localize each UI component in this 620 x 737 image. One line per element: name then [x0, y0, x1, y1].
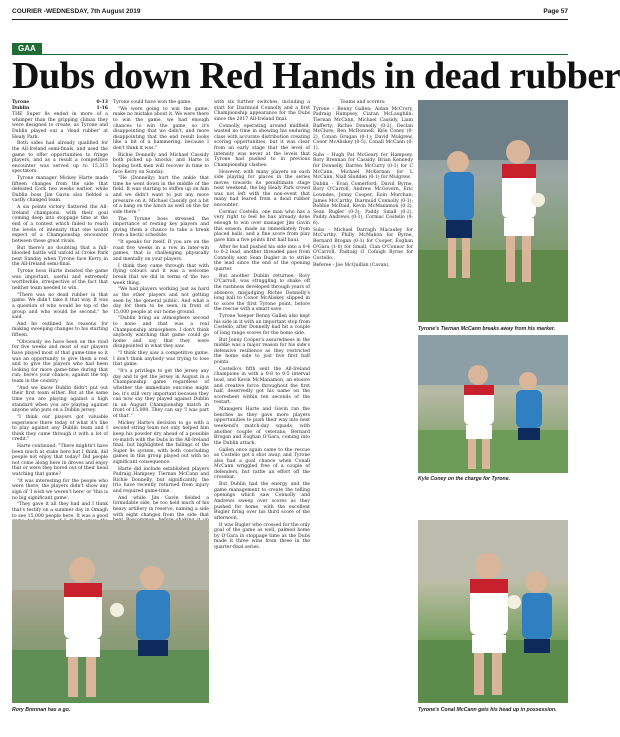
paragraph: But Dublin had the energy and the game management to create the telling openings which saw Connolly and Andrews sweep over scores as they pushed for home, with the excellent Bugler firing over his third score of the afternoon. — [214, 482, 310, 521]
caption-photo-2: Kyle Coney on the charge for Tyrone. — [418, 476, 511, 482]
photo-rory-brennan — [12, 520, 209, 703]
page-number: Page 57 — [543, 8, 568, 15]
teams-column — [313, 100, 413, 518]
teams-tyrone: Tyrone - Benny Gallen; Aidan McCrory, Padraig Hampsey, Ciaran McLaughlin; Tiernan McCann, Michael Cassidy, Liam Rafferty; Richie Donnelly (0-2), Declan McClure; Ben McDonnell, Kyle Coney (0-2), Conan Grugan (0-1); David Mulgrew, Conor McAliskey (0-5), Conall McCann (0-1). — [313, 106, 413, 151]
paragraph: Tyrone 'keeper Benny Gallen also kept his side in it with an important stop from Costello, after Donnelly had hit a couple of long range scores for the home side. — [214, 314, 310, 336]
paragraph: A six points victory flattered the All-Ireland champions, with their goal coming deep into stoppage time at the end of a contest which failed to reach the levels of intensity that one would expect of a Championship encounter between these great rivals. — [12, 205, 108, 244]
paragraph: Richie Donnelly and Michael Cassidy both picked up knocks, and Harte is hoping both men will recover in time to face Kerry on Sunday. — [113, 152, 209, 175]
paragraph: But there's no doubting that a full-blooded battle will unfold at Croke Park next Sunday when Tyrone face Kerry in the All-Ireland semi-final. — [12, 245, 108, 268]
paragraph: "He (Donnelly) hurt the ankle that time he went down in the middle of the field. It was starting to stiffen up on him and we didn't want to put any more pressure on it. Michael Cassidy got a bit of a bang on the hinch as well on the far side there." — [113, 176, 209, 215]
paragraph: However, with many players on each side playing for places in the series moves towards its penultimate stage next weekend, the big Healy Park crowd was not left with the non-event that many had feared from a dead rubber encounter. — [214, 169, 310, 209]
paragraph: "We had players working just as hard as the other players and not getting seen by the general public. And what a day for them to be seen, in front of 15,000 people at our home ground. — [113, 287, 209, 315]
headline: Dubs down Red Hands in dead rubber — [12, 55, 620, 97]
paragraph: Costello's fifth sent the All-Ireland champions in with a 0-8 to 0-5 interval lead, and Kevin McManamon, an elusive and creative force throughout the first half, deservedly got his name on the scoresheet within ten seconds of the restart. — [214, 366, 310, 406]
photo-illustration — [418, 520, 568, 703]
caption-photo-1: Tyrone's Tiernan McCann breaks away from his marker. — [418, 326, 556, 332]
teams-dublin: Dublin - Evan Comerford; David Byrne, Rory O'Carroll, Andrew McGovern, Eric Lowndes, Jonny Cooper, Eoin Murchan; James McCarthy, Diarmuid Connolly (0-1); Robbie McDaid, Kevin McManamon (0-2), Sean Bugler (0-3); Paddy Small (0-2), Paddy Andrews (0-1), Cormac Costello (0-6). — [313, 181, 413, 227]
page-header — [12, 6, 568, 18]
paragraph: with six further switches, including a start for Diarmuid Connolly and a first Championship appearance for the Dubs since the 2017 All-Ireland final. — [214, 100, 310, 122]
paragraph: "It's a privilege to get the jersey any day and to get the jersey in August in a Championship game regardless of whether the immediate outcome might be; it's still very important because they can now say they played against Dublin in an August Championship match in front of 15,000. They can say 'I was part of that'." — [113, 369, 209, 419]
paragraph: Harte continued: "There mightn't have been much at stake here but I think, did people not enjoy that today? Did people not come along here in droves and enjoy that or were they bored out of their head watching that game? — [12, 444, 108, 478]
paragraph: "And we know Dublin didn't put out their first team either. But at the same time you are playing against a high standard when you are playing against anyone who puts on a Dublin jersey. — [12, 385, 108, 414]
photo-conal-mccann — [418, 520, 568, 703]
paragraph: Both sides had already qualified for the All-Ireland semi-finals, and used the game to offer opportunities to fringe players, and as a result a competitive encounter was served up to 15,315 spectators. — [12, 141, 108, 175]
paragraph: "They gave it all they had and I think that's testify on a summer day in Omagh to see 15,000 people here. It was a good — [12, 502, 108, 519]
scoreline-tyrone: Tyrone 0-13 — [12, 100, 108, 105]
paragraph: Tyrone boss Harte insisted the game was important, useful and extremely worthwhile, irrespective of the fact that neither team needed to win. — [12, 269, 108, 291]
teams-tyrone-subs: Subs - Hugh Pat McGeary for Hampsey, Rory Brennan for Cassidy, Brian Kennedy for Donnelly, Darren McCurry (0-1) for C McCann, Michael McKernan for L McCann, Niall Sludden (0-1) for Mulgrew. — [313, 152, 413, 181]
header-rule — [12, 19, 568, 20]
caption-photo-3: Rory Brennan has a go. — [12, 707, 71, 713]
paragraph: "We were going to win the game, make no mistake about it. We were there to win the game, we had enough chances to win the game, so it's disappointing that we didn't, and more disappointing that the end result looks like a bit of a hammering, because I don't think it was." — [113, 106, 209, 151]
paragraph: It was Bugler who crossed for the only goal of the game as well, palmed home by O'Gara in stoppage time as the Dubs made it three wins from three in the quarter-final series. — [214, 522, 310, 550]
paragraph: After he had pushed his side into a 0-4 to 0-2 lead, another threaded pass from Connolly sent Sean Bugler in to strike the lead since the end of the opening quarter. — [214, 244, 310, 272]
article-column-3 — [214, 100, 310, 550]
photo-illustration — [418, 335, 568, 473]
section-tag: GAA — [12, 43, 42, 54]
paragraph: But another Dublin returnee, Rory O'Carroll, was struggling to shake off the rustiness developed through years of absence, misjudging Richie Donnelly's long ball to Conor McAliskey slipped in to score the first Tyrone point, before the rescue with a smart save. — [214, 273, 310, 313]
paragraph: The Tyrone boss stressed the importance of resting key players and giving them a chance to take a break from a hectic schedule. — [113, 216, 209, 239]
photo-kyle-coney — [418, 335, 568, 473]
paragraph: I think they came through that with flying colours and it was a welcome break that we did in terms of the two week thing. — [113, 263, 209, 286]
paragraph: "It speaks for itself. If you are on the road five weeks in a row in inter-win games, that is challenging physically and mentally on your players. — [113, 240, 209, 262]
paragraph: Managers Harte and Gavin ran the benches as they gave more players opportunities to push their way into next weekend's match-day squads, with another couple of veterans, Bernard Brogan and Eoghan O'Gara, coming into the Dublin attack. — [214, 407, 310, 446]
photo-tiernan-mccann — [418, 100, 568, 322]
paragraph: And he outlined his reasons for making sweeping changes to his starting fifteen. — [12, 321, 108, 339]
article-column-2 — [113, 100, 209, 518]
photo-illustration — [418, 100, 568, 322]
paragraph: Mickey Harte's decision to go with a second string team not only helped him keep his powder dry ahead of a possible re-match with the Dubs in the All-Ireland final, but highlighted the failings of the Super 8s system, with both concluding games in this group played out with no significant consequence. — [113, 420, 209, 465]
paragraph: "There was no dead rubber in that game. We didn't take it that way. It was a question of who would be top of the group and who would be second," he said. — [12, 292, 108, 321]
scoreline-dublin: Dublin 1-16 — [12, 105, 108, 111]
publication-dateline: COURIER -WEDNESDAY, 7th August 2019 — [12, 8, 141, 15]
paragraph: Cormac Costello, one man who has a very right to feel he has already done enough to win over manager Jim Gavin this season, made an immediately from placed balls, and a fine score from play gave him a five points first half haul. — [214, 209, 310, 243]
paragraph: "I think our players got valuable experience there today of what it's like to play against any Dublin team and I think they came through it with a lot of credit." — [12, 414, 108, 443]
paragraph: "Obviously we have been on the road for five weeks and most of our players have played most of that game-time so it was an opportunity to give them a rest and to give the players who had been looking for more game-time during that run; here's your chance, against the top team in the country. — [12, 339, 108, 384]
referee: Referee - Joe McQuillan (Cavan). — [313, 262, 390, 268]
paragraph: Harte did include established players Padraig Hampsey, Tiernan McCann and Richie Donnelly, but significantly, the trio have recently returned from injury and required game-time. — [113, 466, 209, 495]
paragraph: THE Super 8s ended in more of a whimper than the gripping climax they were designed to create, as Tyrone and Dublin played out a 'dead rubber' at Healy Park. — [12, 112, 108, 140]
paragraph: Tyrone manager Mickey Harte made fifteen changes from the side that defeated Cork two weeks earlier, while Dublin boss Jim Gavin also fielded a vastly changed team. — [12, 176, 108, 204]
article-column-1 — [12, 100, 108, 518]
paragraph: "It was interesting for the people who were there, the players didn't show any sign of 'I wish we weren't here' or 'this is no big significant game'. — [12, 478, 108, 501]
teams-dublin-subs: Subs - Michael Darragh Macauley for McCarthy, Philly McMahon for Byrne, Bernard Brogan (0-1) for Cooper, Eoghan O'Gara (1-0) for Small, Cian O'Connor for O'Carroll, Padraig O Cofaigh Byrne for Costello. — [313, 227, 413, 261]
paragraph: "I think they saw a competitive game. I don't think anybody was trying to lose that game. — [113, 351, 209, 368]
teams-heading: Teams and scorers: — [340, 100, 386, 105]
paragraph: Connolly, operating around midfield, wasted no time in showing his enduring class with accurate distribution creating scoring opportunities, but it was clear from an early stage that the level of intensity was never at the levels that Tyrone had pushed to in previous Championship clashes. — [214, 123, 310, 168]
paragraph: "Dublin bring an atmosphere second to none and that was a real Championship atmosphere. I don't think anybody watching that game could go home and say that they were disappointed in what they saw. — [113, 316, 209, 350]
caption-photo-4: Tyrone's Conal McCann gets his head up in possession. — [418, 707, 557, 713]
paragraph: But Jonny Cooper's assuredness in the middle was a major reason for his side's defensive resilience as they restricted the home side to just five first half points. — [214, 337, 310, 366]
paragraph: Tyrone could have won the game. — [113, 100, 192, 105]
paragraph: Gallen once again came to the rescue as Costello got a shot away, and Tyrone also had a goal chance when Conall McCann wriggled free of a couple of defenders, but rattle an effort off the crossbar. — [214, 447, 310, 481]
photo-illustration — [12, 520, 209, 703]
paragraph: And while Jim Gavin fielded a formidable side, he too held much of his heavy artillery in reserve, naming a side with eight changes from the side that — [113, 495, 209, 518]
